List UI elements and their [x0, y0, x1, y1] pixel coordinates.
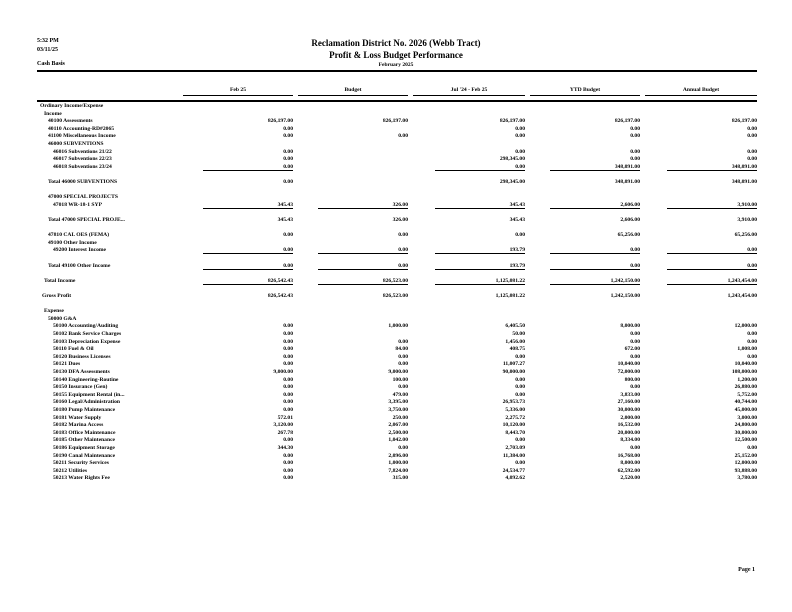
column-header-5: Annual Budget: [682, 87, 720, 93]
row-value-col-1: 0.00: [283, 133, 293, 140]
row-value-col-5: 12,000.00: [734, 460, 757, 467]
row-value-col-5: 348,091.00: [667, 164, 757, 171]
report-row: [0, 430, 792, 437]
row-value-col-4: 348,091.00: [614, 179, 640, 185]
report-row: [0, 225, 792, 232]
row-label: Gross Profit: [42, 293, 72, 299]
report-row: [0, 384, 792, 391]
report-row: [0, 316, 792, 323]
row-label: 46018 Subventions 23/24: [53, 163, 112, 170]
report-date: 03/11/25: [37, 47, 59, 53]
row-value-col-2: 1,000.00: [388, 323, 408, 330]
row-value-col-3: 345.43: [509, 217, 525, 223]
row-value-col-3: 0.00: [515, 437, 525, 444]
row-value-col-4: 62,592.00: [617, 467, 640, 474]
row-value-col-2: 826,523.00: [318, 278, 408, 285]
row-value-col-5: 0.00: [747, 148, 757, 155]
row-value-col-4: 16,532.00: [617, 422, 640, 429]
row-value-col-1: 345.43: [203, 202, 293, 209]
row-label: 50103 Depreciation Expense: [53, 338, 121, 345]
report-row: [0, 111, 792, 118]
row-label: 50160 Legal/Administration: [53, 399, 120, 406]
row-value-col-2: 826,197.00: [382, 118, 408, 125]
row-value-col-1: 0.00: [283, 323, 293, 330]
row-value-col-1: 826,542.43: [203, 278, 293, 285]
report-row: [0, 369, 792, 376]
report-row: [0, 270, 792, 277]
page-number: Page 1: [738, 567, 755, 573]
row-value-col-3: 0.00: [435, 164, 525, 171]
report-row: [0, 453, 792, 460]
row-value-col-2: 2,500.00: [388, 429, 408, 436]
row-value-col-2: 100.00: [392, 376, 408, 383]
row-value-col-5: 1,200.00: [737, 376, 757, 383]
row-value-col-1: 345.43: [277, 217, 293, 223]
row-value-col-3: 1,125,081.22: [495, 293, 525, 299]
row-value-col-2: 0.00: [398, 232, 408, 239]
row-value-col-4: 3,833.00: [620, 391, 640, 398]
row-value-col-2: 2,067.00: [388, 422, 408, 429]
report-row: [0, 323, 792, 330]
row-value-col-2: 0.00: [318, 247, 408, 254]
report-period: February 2025: [378, 62, 414, 68]
row-value-col-5: 3,910.00: [667, 202, 757, 209]
row-value-col-3: 0.00: [515, 125, 525, 132]
row-value-col-3: 11,384.00: [502, 452, 525, 459]
row-value-col-4: 0.00: [630, 133, 640, 140]
row-value-col-5: 108,000.00: [731, 369, 757, 375]
row-value-col-5: 1,008.00: [737, 346, 757, 353]
row-value-col-2: 826,523.00: [382, 293, 408, 299]
row-value-col-3: 0.00: [515, 376, 525, 383]
report-row: [0, 141, 792, 148]
row-value-col-2: 2,096.00: [388, 452, 408, 459]
row-label: Total 49100 Other Income: [48, 262, 111, 269]
row-value-col-2: 326.00: [392, 217, 408, 223]
row-label: 49200 Interest Income: [53, 247, 107, 254]
row-label: 50180 Pump Maintenance: [53, 407, 116, 413]
row-value-col-1: 0.00: [283, 353, 293, 360]
column-header-2: Budget: [344, 87, 362, 93]
row-value-col-2: 1,000.00: [388, 460, 408, 467]
row-value-col-4: 0.00: [630, 148, 640, 155]
row-value-col-3: 0.00: [515, 133, 525, 140]
report-row: [0, 392, 792, 399]
row-value-col-4: 0.00: [630, 125, 640, 132]
row-value-col-5: 26,880.00: [734, 384, 757, 391]
row-value-col-5: 3,780.00: [737, 475, 757, 482]
row-value-col-2: 3,395.00: [388, 399, 408, 406]
report-row: [0, 399, 792, 406]
row-value-col-4: 0.00: [630, 445, 640, 451]
row-value-col-3: 298,345.00: [499, 179, 525, 185]
report-row: [0, 164, 792, 171]
row-value-col-2: 326.00: [318, 202, 408, 209]
row-value-col-3: 408.75: [509, 346, 525, 353]
row-value-col-1: 267.78: [277, 429, 293, 436]
row-value-col-4: 672.00: [624, 346, 640, 353]
row-value-col-4: 16,768.00: [617, 452, 640, 459]
report-row: [0, 293, 792, 300]
row-label: Income: [44, 110, 62, 117]
report-row: [0, 255, 792, 262]
row-value-col-5: 0.00: [747, 331, 757, 337]
row-label: 50182 Marina Access: [53, 422, 104, 429]
row-value-col-3: 0.00: [515, 391, 525, 398]
row-value-col-4: 10,040.00: [617, 361, 640, 368]
row-value-col-1: 3,120.00: [273, 422, 293, 429]
row-value-col-5: 0.00: [667, 247, 757, 254]
report-row: [0, 331, 792, 338]
row-value-col-2: 0.00: [398, 133, 408, 140]
column-header-1: Feb 25: [229, 87, 246, 93]
report-row: [0, 171, 792, 178]
row-value-col-3: 193.79: [435, 247, 525, 254]
row-label: 50130 DFA Assessments: [53, 369, 110, 375]
row-label: 50140 Engineering-Routine: [53, 376, 119, 383]
row-label: Expense: [44, 308, 64, 315]
row-value-col-1: 0.00: [283, 437, 293, 444]
row-value-col-5: 3,000.00: [737, 414, 757, 421]
report-row: [0, 308, 792, 315]
row-value-col-3: 4,092.62: [505, 475, 525, 482]
row-value-col-4: 1,242,150.00: [610, 293, 640, 299]
report-row: [0, 126, 792, 133]
row-value-col-4: 2,606.00: [550, 202, 640, 209]
row-value-col-4: 800.00: [624, 376, 640, 383]
column-header-3: Jul '24 - Feb 25: [450, 87, 488, 93]
row-value-col-5: 25,152.00: [734, 452, 757, 459]
row-value-col-5: 826,197.00: [731, 118, 757, 125]
row-value-col-1: 0.00: [283, 475, 293, 482]
report-row: [0, 232, 792, 239]
report-row: [0, 133, 792, 140]
row-label: 50000 G&A: [48, 315, 77, 322]
row-value-col-2: 479.00: [392, 391, 408, 398]
row-value-col-5: 348,091.00: [731, 179, 757, 185]
row-value-col-4: 72,000.00: [617, 369, 640, 375]
row-value-col-1: 0.00: [203, 247, 293, 254]
row-label: 50120 Business Licenses: [53, 353, 111, 360]
report-row: [0, 460, 792, 467]
row-value-col-3: 90,000.00: [502, 369, 525, 375]
row-value-col-5: 0.00: [667, 263, 757, 270]
row-label: 46016 Subventions 21/22: [53, 148, 112, 155]
row-value-col-4: 0.00: [630, 384, 640, 391]
row-value-col-4: 1,242,150.00: [550, 278, 640, 285]
row-label: 46000 SUBVENTIONS: [48, 141, 104, 147]
row-value-col-3: 1,456.00: [505, 338, 525, 345]
row-value-col-1: 826,197.00: [267, 118, 293, 125]
row-value-col-4: 0.00: [630, 353, 640, 360]
row-value-col-5: 1,243,454.00: [727, 293, 757, 299]
row-value-col-1: 572.01: [277, 414, 293, 421]
row-value-col-1: 0.00: [283, 384, 293, 391]
row-value-col-3: 50.00: [512, 331, 525, 337]
row-label: 47810 CAL OES (FEMA): [48, 232, 110, 239]
row-value-col-3: 1,125,081.22: [435, 278, 525, 285]
row-value-col-1: 0.00: [283, 452, 293, 459]
report-row: [0, 339, 792, 346]
row-value-col-2: 0.00: [398, 353, 408, 360]
row-value-col-1: 826,542.43: [267, 293, 293, 299]
row-value-col-2: 0.00: [398, 338, 408, 345]
report-row: [0, 118, 792, 125]
row-value-col-1: 344.30: [277, 445, 293, 451]
row-label: 50155 Equipment Rental (in...: [53, 391, 125, 398]
row-value-col-3: 0.00: [515, 384, 525, 391]
row-label: 47000 SPECIAL PROJECTS: [48, 194, 118, 201]
report-row: [0, 445, 792, 452]
row-value-col-4: 65,256.00: [617, 232, 640, 239]
row-value-col-4: 0.00: [550, 263, 640, 270]
row-value-col-5: 0.00: [747, 338, 757, 345]
row-label: Ordinary Income/Expense: [40, 103, 104, 109]
row-label: 49100 Other Income: [48, 239, 97, 246]
row-value-col-1: 0.00: [283, 232, 293, 239]
row-value-col-5: 0.00: [747, 445, 757, 451]
report-row: [0, 209, 792, 216]
report-row: [0, 346, 792, 353]
row-label: 50212 Utilities: [53, 467, 88, 474]
row-value-col-3: 345.43: [435, 202, 525, 209]
report-time: 5:32 PM: [37, 38, 59, 44]
row-value-col-1: 0.00: [283, 338, 293, 345]
report-row: [0, 263, 792, 270]
row-label: 46017 Subventions 22/23: [53, 156, 112, 163]
row-value-col-5: 30,000.00: [734, 429, 757, 436]
row-label: 50181 Water Supply: [53, 414, 102, 421]
row-label: 50213 Water Rights Fee: [53, 475, 110, 482]
row-value-col-4: 8,334.00: [620, 437, 640, 444]
report-row: [0, 217, 792, 224]
row-value-col-3: 6,405.50: [505, 323, 525, 330]
row-label: Total Income: [44, 277, 76, 284]
row-label: 50110 Fuel & Oil: [53, 346, 94, 353]
report-row: [0, 103, 792, 110]
row-value-col-1: 0.00: [283, 407, 293, 413]
row-value-col-2: 9,000.00: [388, 369, 408, 375]
row-value-col-4: 27,160.00: [617, 399, 640, 406]
row-value-col-5: 93,888.00: [734, 467, 757, 474]
row-value-col-3: 826,197.00: [499, 118, 525, 125]
row-value-col-4: 0.00: [550, 247, 640, 254]
row-value-col-1: 0.00: [203, 263, 293, 270]
row-value-col-4: 8,000.00: [620, 460, 640, 467]
row-value-col-3: 8,443.70: [505, 429, 525, 436]
row-value-col-1: 0.00: [283, 391, 293, 398]
company-name: Reclamation District No. 2026 (Webb Tract): [311, 38, 481, 48]
row-value-col-4: 30,000.00: [617, 407, 640, 413]
report-row: [0, 149, 792, 156]
row-label: 50183 Office Maintenance: [53, 429, 116, 436]
row-value-col-1: 0.00: [283, 148, 293, 155]
report-row: [0, 437, 792, 444]
report-row: [0, 240, 792, 247]
row-label: 50190 Canal Maintenance: [53, 452, 116, 459]
row-value-col-5: 1,243,454.00: [667, 278, 757, 285]
report-row: [0, 475, 792, 482]
row-value-col-2: 315.00: [392, 475, 408, 482]
row-value-col-1: 0.00: [283, 467, 293, 474]
row-label: 41100 Miscellaneous Income: [48, 133, 116, 140]
row-value-col-4: 20,000.00: [617, 429, 640, 436]
report-row: [0, 354, 792, 361]
row-value-col-5: 3,910.00: [737, 217, 757, 223]
row-value-col-4: 826,197.00: [614, 118, 640, 125]
row-value-col-1: 0.00: [283, 376, 293, 383]
report-row: [0, 285, 792, 292]
row-value-col-2: 84.00: [395, 346, 408, 353]
row-value-col-3: 0.00: [515, 148, 525, 155]
report-row: [0, 301, 792, 308]
report-basis: Cash Basis: [37, 61, 65, 67]
row-value-col-3: 10,120.00: [502, 422, 525, 429]
row-value-col-2: 7,824.00: [388, 467, 408, 474]
row-value-col-1: 0.00: [283, 156, 293, 163]
row-value-col-4: 8,000.00: [620, 323, 640, 330]
row-value-col-3: 0.00: [515, 353, 525, 360]
row-value-col-3: 298,345.00: [499, 156, 525, 163]
row-value-col-1: 0.00: [283, 399, 293, 406]
column-header-4: YTD Budget: [569, 87, 601, 93]
report-row: [0, 247, 792, 254]
row-value-col-5: 10,040.00: [734, 361, 757, 368]
row-value-col-3: 0.00: [515, 232, 525, 239]
row-value-col-5: 12,500.00: [734, 437, 757, 444]
row-label: 50100 Accounting/Auditing: [53, 323, 119, 330]
row-value-col-5: 5,752.00: [737, 391, 757, 398]
row-value-col-4: 2,606.00: [620, 217, 640, 223]
report-row: [0, 422, 792, 429]
report-row: [0, 415, 792, 422]
report-row: [0, 468, 792, 475]
report-row: [0, 377, 792, 384]
row-label: Total 47000 SPECIAL PROJE...: [48, 217, 125, 223]
row-value-col-3: 2,275.72: [505, 414, 525, 421]
report-row: [0, 202, 792, 209]
row-value-col-1: 0.00: [283, 179, 293, 185]
row-value-col-4: 2,000.00: [620, 414, 640, 421]
row-value-col-2: 0.00: [398, 445, 408, 451]
row-label: Total 46000 SUBVENTIONS: [48, 179, 118, 185]
row-value-col-1: 0.00: [283, 361, 293, 368]
row-value-col-3: 26,953.73: [502, 399, 525, 406]
row-value-col-5: 40,744.00: [734, 399, 757, 406]
row-value-col-2: 0.00: [398, 361, 408, 368]
row-value-col-4: 2,520.00: [620, 475, 640, 482]
row-value-col-5: 0.00: [747, 133, 757, 140]
report-title: Profit & Loss Budget Performance: [329, 50, 463, 60]
row-label: 50102 Bank Service Charges: [53, 331, 122, 337]
row-value-col-5: 24,800.00: [734, 422, 757, 429]
row-value-col-3: 24,534.77: [502, 467, 525, 474]
row-value-col-2: 0.00: [398, 384, 408, 391]
row-value-col-5: 12,000.00: [734, 323, 757, 330]
report-row: [0, 156, 792, 163]
row-value-col-3: 0.00: [515, 460, 525, 467]
row-value-col-5: 45,000.00: [734, 407, 757, 413]
row-value-col-3: 2,703.09: [505, 445, 525, 451]
row-value-col-2: 250.00: [392, 414, 408, 421]
row-label: 40100 Assessments: [48, 118, 93, 125]
row-value-col-3: 5,336.00: [505, 407, 525, 413]
row-value-col-1: 0.00: [203, 164, 293, 171]
row-value-col-3: 193.79: [435, 263, 525, 270]
report-row: [0, 407, 792, 414]
row-label: 50121 Dues: [53, 361, 81, 368]
row-label: 50185 Other Maintenance: [53, 437, 116, 444]
row-value-col-1: 9,000.00: [273, 369, 293, 375]
row-value-col-4: 0.00: [630, 331, 640, 337]
row-value-col-5: 0.00: [747, 353, 757, 360]
row-value-col-1: 0.00: [283, 125, 293, 132]
row-value-col-4: 0.00: [630, 338, 640, 345]
row-value-col-5: 0.00: [747, 156, 757, 163]
row-value-col-1: 0.00: [283, 331, 293, 337]
row-label: 40110 Accounting-RD#2065: [48, 125, 115, 132]
row-label: 50186 Equipment Storage: [53, 445, 115, 451]
row-value-col-4: 0.00: [630, 156, 640, 163]
row-value-col-2: 0.00: [318, 263, 408, 270]
row-value-col-4: 348,091.00: [550, 164, 640, 171]
row-value-col-1: 0.00: [283, 346, 293, 353]
report-row: [0, 194, 792, 201]
row-value-col-2: 3,750.00: [388, 407, 408, 413]
row-label: 50211 Security Services: [53, 460, 109, 467]
report-row: [0, 187, 792, 194]
report-row: [0, 278, 792, 285]
row-value-col-2: 1,042.00: [388, 437, 408, 444]
report-row: [0, 179, 792, 186]
row-value-col-5: 65,256.00: [734, 232, 757, 239]
row-value-col-3: 11,007.27: [502, 361, 525, 368]
row-value-col-1: 0.00: [283, 460, 293, 467]
row-label: 50150 Insurance (Gen): [53, 384, 108, 391]
report-row: [0, 361, 792, 368]
row-value-col-5: 0.00: [747, 125, 757, 132]
row-label: 47018 WR-18-1 SYP: [53, 201, 102, 208]
